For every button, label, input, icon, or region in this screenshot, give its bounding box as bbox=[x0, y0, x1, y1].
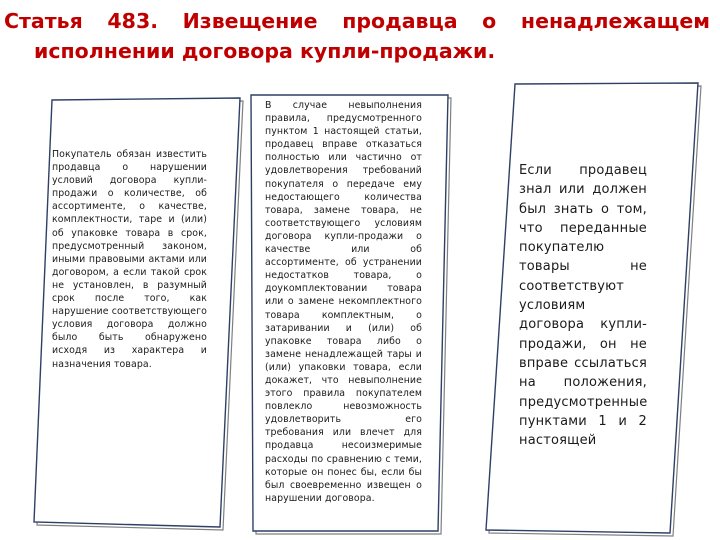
slide-title-line-2: исполнении договора купли-продажи. bbox=[34, 39, 496, 63]
text-box-right-text: Если продавец знал или должен был знать о том, что переданные покупателю товары не соответствуют условиям договора купли-продажи, он не вправе ссылаться на положения, предусмотренные пунктами 1 и 2 настоящей bbox=[519, 163, 648, 449]
text-box-middle bbox=[246, 90, 456, 536]
text-box-right bbox=[480, 78, 704, 538]
text-box-left bbox=[34, 96, 246, 532]
text-box-left-text: Покупатель обязан известить продавца о нарушении условий договора купли-продажи о количестве, об ассортименте, о качестве, комплектности, таре и (или) об упаковке товара в срок, предусмотренный законом, иными правовыми актами или договором, а если такой срок не установлен, в разумный срок после того, как нарушение соответствующего условия договора должно было быть обнаружено исходя из характера и назначения товара. bbox=[52, 149, 207, 370]
slide-title-line-1: Статья 483. Извещение продавца о ненадлежащем bbox=[4, 9, 710, 33]
slide-title bbox=[0, 6, 720, 66]
text-box-middle-text: В случае невыполнения правила, предусмотренного пунктом 1 настоящей статьи, продавец вправе отказаться полностью или частично от удовлетворения требований покупателя о передаче ему недостающего количества товара, замене товара, не соответствующего условиям договора купли-продажи о качестве или об ассортименте, об устранении недостатков товара, о доукомплектовании товара или о замене некомплектного товара комплектным, о затаривании и (или) об упаковке товара либо о замене ненадлежащей тары и (или) упаковки товара, если докажет, что невыполнение этого правила покупателем повлекло невозможность удовлетворить его требования или влечет для продавца несоизмеримые расходы по сравнению с теми, которые он понес бы, если бы был своевременно извещен о нарушении договора. bbox=[265, 100, 422, 504]
